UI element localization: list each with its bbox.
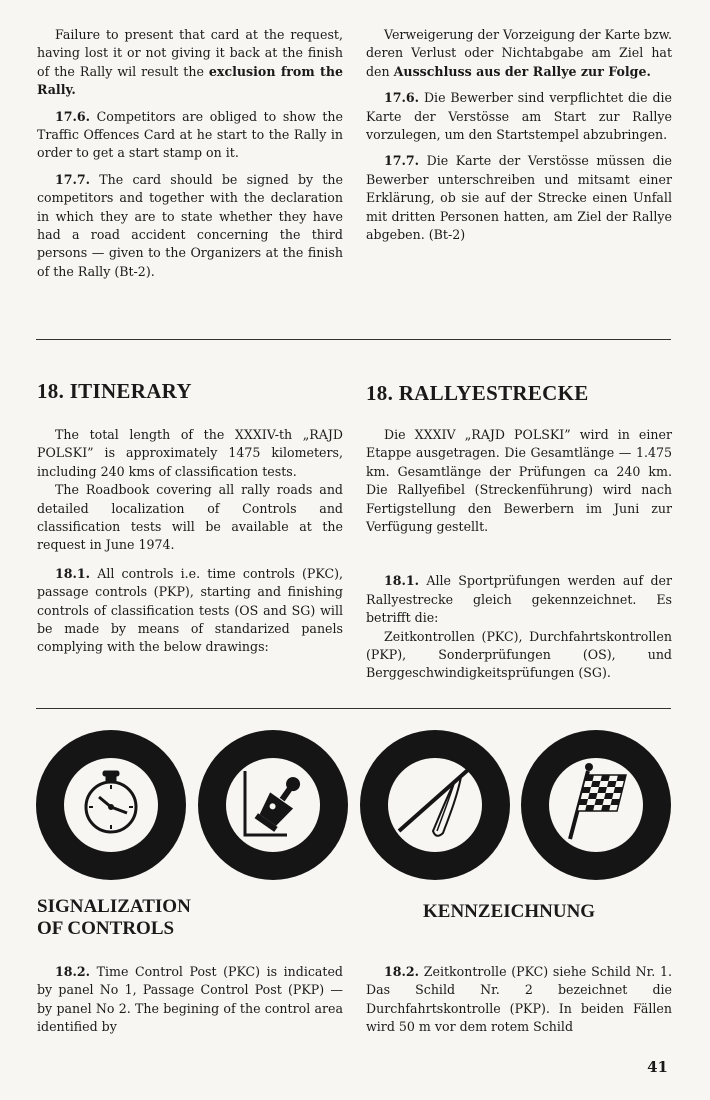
bottom-right-column — [366, 963, 672, 1045]
divider-middle — [36, 708, 671, 709]
paragraph-roadbook: The Roadbook covering all rally roads and detailed localization of Controls and classification tests will be available at the request in June 1974. — [37, 482, 343, 553]
bottom-left-column — [37, 963, 343, 1045]
itinerary-right-column — [366, 426, 672, 691]
paragraph-controls-list-de: Zeitkontrollen (PKC), Durchfahrtskontrollen (PKP), Sonderprüfungen (OS), und Berggeschwindigkeitsprüfungen (SG). — [366, 628, 672, 681]
page-number: 41 — [647, 1058, 668, 1076]
paragraph-18-1-de: 18.1. Alle Sportprüfungen werden auf der Rallyestrecke gleich gekennzeichnet. Es betrifft die: — [366, 573, 672, 626]
paragraph-18-2-de: 18.2. Zeitkontrolle (PKC) siehe Schild Nr. 1. Das Schild Nr. 2 bezeichnet die Durchfahrtskontrolle (PKP). In beiden Fällen wird 50 m vor dem rotem Schild — [366, 964, 672, 1035]
paragraph-verweigerung: Verweigerung der Vorzeigung der Karte bzw. deren Verlust oder Nichtabgabe am Ziel hat den Ausschluss aus der Rallye zur Folge. — [366, 27, 673, 79]
panel-3-furled-flag — [357, 727, 513, 883]
signalization-title: SIGNALIZATION OF CONTROLS — [37, 896, 191, 939]
paragraph-17-6-de: 17.6. Die Bewerber sind verpflichtet die die Karte der Verstösse am Start zur Rallye vorzulegen, um den Startstempel abzubringen. — [366, 90, 672, 143]
top-left-column — [37, 26, 343, 289]
paragraph-17-7: 17.7. The card should be signed by the competitors and together with the declaration in which they are to state whether they have had a road accident concerning the third persons — given to the Organizers at the finish of the Rally (Bt-2). — [37, 171, 343, 279]
section-title-itinerary: 18. ITINERARY — [37, 379, 192, 403]
panel-1-stopwatch — [33, 727, 189, 883]
divider-top — [36, 339, 671, 340]
paragraph-gesamtlaenge: Die XXXIV „RAJD POLSKI” wird in einer Etappe ausgetragen. Die Gesamtlänge — 1.475 km. Gesamtlänge der Prüfungen ca 240 km. Die Rallyefibel (Streckenführung) wird nach Fertigstellung den Bewerbern im Juni zur Verfügung gestellt. — [366, 427, 672, 535]
panel-4-checkered-flag — [518, 727, 674, 883]
itinerary-left-column — [37, 426, 343, 665]
kennzeichnung-title: KENNZEICHNUNG — [423, 901, 596, 922]
paragraph-total-length: The total length of the XXXIV-th „RAJD POLSKI” is approximately 1475 kilometers, including 240 kms of classification tests. — [37, 427, 343, 479]
paragraph-failure: Failure to present that card at the request, having lost it or not giving it back at the finish of the Rally wil result the exclusion from the Rally. — [37, 27, 344, 98]
section-title-rallyestrecke: 18. RALLYESTRECKE — [366, 381, 589, 405]
paragraph-17-6: 17.6. Competitors are obliged to show the Traffic Offences Card at he start to the Rally in order to get a start stamp on it. — [37, 108, 343, 161]
paragraph-18-2: 18.2. Time Control Post (PKC) is indicated by panel No 1, Passage Control Post (PKP) — by panel No 2. The begining of the control area identified by — [37, 964, 343, 1035]
paragraph-17-7-de: 17.7. Die Karte der Verstösse müssen die Bewerber unterschreiben und mitsamt einer Erklärung, ob sie auf der Strecke einen Unfall mit dritten Personen hatten, am Ziel der Rallye abgeben. (Bt-2) — [366, 153, 672, 243]
top-right-column — [366, 26, 672, 252]
paragraph-18-1: 18.1. All controls i.e. time controls (PKC), passage controls (PKP), starting and finishing controls of classification tests (OS and SG) will be made by means of standarized panels complying with the below drawings: — [37, 565, 343, 655]
panel-2-stamp — [195, 727, 351, 883]
